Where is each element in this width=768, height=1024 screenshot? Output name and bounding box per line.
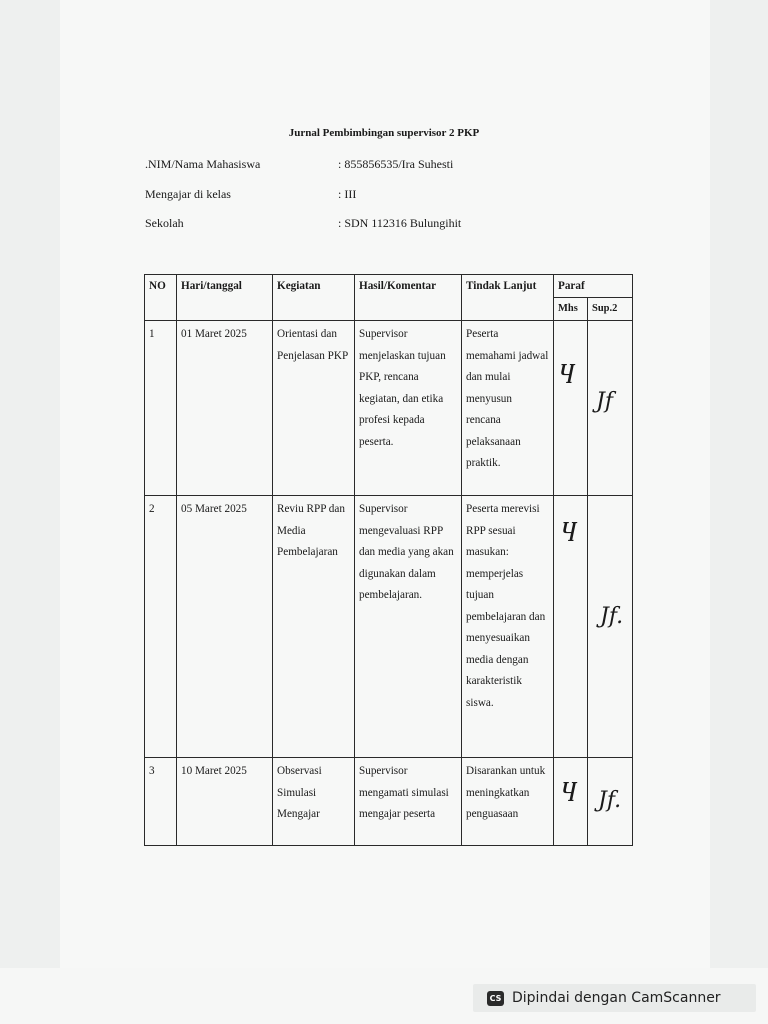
cell-date: 01 Maret 2025 <box>177 321 273 496</box>
cell-date: 10 Maret 2025 <box>177 758 273 846</box>
info-value-school: : SDN 112316 Bulungihit <box>338 216 462 230</box>
header-no: NO <box>145 275 177 321</box>
cell-mhs-signature <box>554 758 588 846</box>
cell-activity: Orientasi dan Penjelasan PKP <box>273 321 355 496</box>
table-row <box>145 758 633 846</box>
header-mhs: Mhs <box>554 298 588 321</box>
cell-mhs-signature <box>554 321 588 496</box>
cell-result: Supervisor menjelaskan tujuan PKP, rencana kegiatan, dan etika profesi kepada peserta. <box>355 321 462 496</box>
cell-no: 3 <box>145 758 177 846</box>
cell-followup: Peserta merevisi RPP sesuai masukan: memperjelas tujuan pembelajaran dan menyesuaikan media dengan karakteristik siswa. <box>462 496 554 758</box>
header-activity: Kegiatan <box>273 275 355 321</box>
info-value-nim: : 855856535/Ira Suhesti <box>338 157 454 171</box>
info-value-class: : III <box>338 187 357 201</box>
camscanner-text: Dipindai dengan CamScanner <box>512 990 721 1006</box>
cell-sup-signature <box>588 321 633 496</box>
info-label-school: Sekolah <box>145 216 184 230</box>
signature-sup: Jf. <box>600 604 624 629</box>
header-sup: Sup.2 <box>588 298 633 321</box>
header-date: Hari/tanggal <box>177 275 273 321</box>
cell-result: Supervisor mengamati simulasi mengajar peserta <box>355 758 462 846</box>
info-label-class: Mengajar di kelas <box>145 187 231 201</box>
header-result: Hasil/Komentar <box>355 275 462 321</box>
cell-activity: Observasi Simulasi Mengajar <box>273 758 355 846</box>
camscanner-logo-icon: CS <box>487 991 504 1006</box>
table-row <box>145 321 633 496</box>
cell-sup-signature <box>588 496 633 758</box>
signature-mhs: Ⴗ <box>560 522 577 547</box>
header-followup: Tindak Lanjut <box>462 275 554 321</box>
cell-no: 2 <box>145 496 177 758</box>
cell-activity: Reviu RPP dan Media Pembelajaran <box>273 496 355 758</box>
signature-mhs: Ⴗ <box>558 364 575 389</box>
camscanner-watermark <box>473 984 756 1012</box>
signature-sup: Jf. <box>598 788 622 813</box>
cell-date: 05 Maret 2025 <box>177 496 273 758</box>
table-row <box>145 496 633 758</box>
cell-mhs-signature <box>554 496 588 758</box>
journal-table <box>144 274 633 846</box>
cell-result: Supervisor mengevaluasi RPP dan media yang akan digunakan dalam pembelajaran. <box>355 496 462 758</box>
info-label-nim: .NIM/Nama Mahasiswa <box>145 157 261 171</box>
cell-followup: Disarankan untuk meningkatkan penguasaan <box>462 758 554 846</box>
cell-sup-signature <box>588 758 633 846</box>
signature-sup: Jf <box>596 389 613 414</box>
header-paraf: Paraf <box>554 275 633 298</box>
signature-mhs: Ⴗ <box>560 782 577 807</box>
cell-no: 1 <box>145 321 177 496</box>
document-title: Jurnal Pembimbingan supervisor 2 PKP <box>288 127 480 139</box>
cell-followup: Peserta memahami jadwal dan mulai menyusun rencana pelaksanaan praktik. <box>462 321 554 496</box>
